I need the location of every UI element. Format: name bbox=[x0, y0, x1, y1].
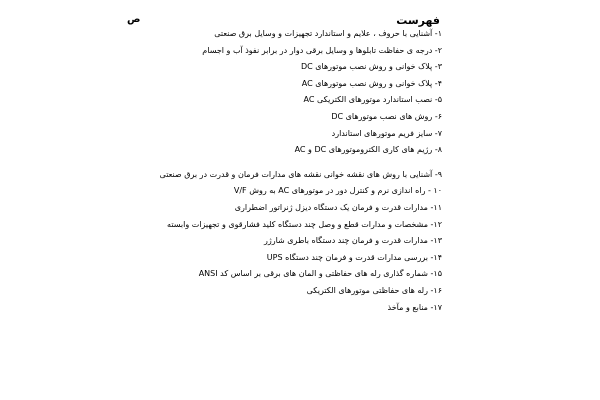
toc-entry: ۳- پلاک خوانی و روش نصب موتورهای DC bbox=[300, 62, 442, 72]
toc-entry: ۱۶- رله های حفاظتی موتورهای الکتریکی bbox=[306, 285, 442, 295]
toc-entry: ۶- روش های نصب موتورهای DC bbox=[331, 111, 442, 121]
toc-list bbox=[82, 28, 442, 318]
toc-entry: ۱- آشنایی با حروف ، علایم و استاندارد تجهیزات و وسایل برق صنعتی bbox=[214, 29, 442, 38]
toc-entry: ۱۳- مدارات قدرت و فرمان چند دستگاه باطری شارژر bbox=[264, 236, 442, 246]
toc-entry: ۲- درجه ی حفاظت تابلوها و وسایل برقی دوار در برابر نفوذ آب و اجسام bbox=[202, 45, 442, 55]
toc-entry: ۵- نصب استاندارد موتورهای الکتریکی AC bbox=[303, 95, 442, 105]
page-number-column-label: ص bbox=[127, 14, 141, 25]
toc-entry: ۱۵- شماره گذاری رله های حفاظتی و المان های برقی بر اساس کد ANSI bbox=[198, 269, 442, 279]
toc-entry: ۷- سایز فریم موتورهای استاندارد bbox=[331, 128, 442, 138]
toc-entry: ۱۱- مدارات قدرت و فرمان یک دستگاه دیزل ژنراتور اضطراری bbox=[234, 202, 442, 212]
toc-entry: ۱۷- منابع و مآخذ bbox=[387, 302, 442, 312]
toc-entry: ۱۰ - راه اندازی نرم و کنترل دور در موتورهای AC به روش V/F bbox=[233, 186, 442, 196]
toc-entry: ۱۲- مشخصات و مدارات قطع و وصل چند دستگاه کلید فشارقوی و تجهیزات وابسته bbox=[167, 219, 442, 229]
toc-entry: ۱۴- بررسی مدارات قدرت و فرمان چند دستگاه UPS bbox=[266, 252, 442, 262]
toc-entry: ۸- رژیم های کاری الکتروموتورهای DC و AC bbox=[294, 145, 442, 155]
toc-entry: ۴- پلاک خوانی و روش نصب موتورهای AC bbox=[301, 78, 442, 88]
page-title: فهرست bbox=[396, 14, 440, 27]
toc-entry: ۹- آشنایی با روش های نقشه خوانی نقشه های مدارات فرمان و قدرت در برق صنعتی bbox=[159, 169, 442, 179]
